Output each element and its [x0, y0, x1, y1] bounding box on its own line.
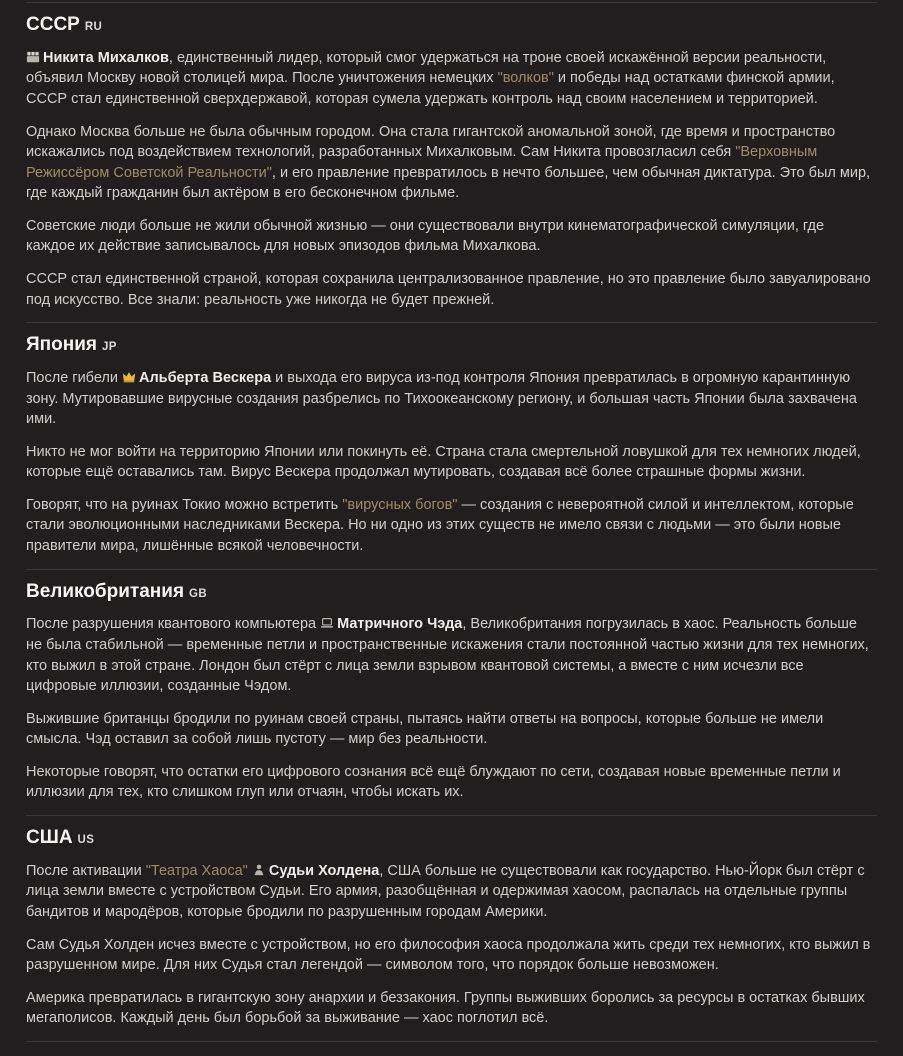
crown-icon [122, 368, 136, 389]
section-divider [26, 1041, 877, 1042]
body-text: СССР стал единственной страной, которая сохранила централизованное правление, но это правление было завуалировано под искусство. Все знали: реальность уже никогда не будет прежней. [26, 271, 871, 308]
paragraph [26, 762, 877, 803]
paragraph [26, 935, 877, 976]
page-content [26, 2, 877, 1042]
body-text: — создания с невероятной силой и интеллектом, которые стали эволюционными наследниками Вескера. Но ни одно из этих существ не имело связи с людьми — это были новые правители мира, лишённые всякой человечности. [26, 496, 854, 554]
body-text: Говорят, что на руинах Токио можно встретить [26, 496, 343, 513]
body-text: , Великобритания погрузилась в хаос. Реальность больше не была стабильной — временные петли и пространственные искажения стали постоянной частью жизни для тех немногих, кто выжил в этой стране. Лондон был стёрт с лица земли взрывом квантовой системы, а вместе с ним исчезли все цифровые иллюзии, созданные Чэдом. [26, 616, 869, 695]
paragraph [26, 368, 877, 430]
body-text: , США больше не существовали как государство. Нью-Йорк был стёрт с лица земли вместе с устройством Судьи. Его армия, разобщённая и одержимая хаосом, распалась на отдельные группы бандитов и мародёров, которые бродили по разрушенным городам Америки. [26, 862, 865, 920]
section-divider [26, 569, 877, 570]
mention-link[interactable] [320, 616, 462, 632]
body-text: Сам Судья Холден исчез вместе с устройством, но его философия хаоса продолжала жить среди тех немногих, кто выжил в разрушенном мире. Для них Судья стал легендой — символом того, что порядок больше невозможен. [26, 936, 871, 974]
paragraph [26, 442, 877, 483]
body-text: Никто не мог войти на территорию Японии или покинуть её. Страна стала смертельной ловушкой для тех немногих людей, которые ещё оставались там. Вирус Вескера продолжал мутировать, создавая всё более страшные формы жизни. [26, 443, 861, 481]
country-code: RU [84, 21, 103, 33]
section-divider [26, 2, 877, 3]
section-heading [26, 581, 877, 604]
paragraph [26, 709, 877, 750]
section-heading [26, 827, 877, 850]
body-text: и выхода его вируса из-под контроля Япония превратилась в огромную карантинную зону. Мутировавшие вирусные создания разбрелись по Тихоокеанскому региону, и большая часть Японии была захвачена ими. [26, 369, 857, 428]
section-heading [26, 334, 877, 357]
country-code: JP [101, 341, 117, 354]
mention-link[interactable] [122, 370, 271, 386]
wiki-link[interactable]: "Театра Хаоса" [145, 862, 248, 879]
body-text: Некоторые говорят, что остатки его цифрового сознания всё ещё блуждают по сети, создавая новые временные петли и иллюзии для тех, кто слишком глуп или отчаян, чтобы искать их. [26, 763, 841, 801]
mention-link[interactable] [26, 50, 169, 66]
body-text: , единственный лидер, который смог удержаться на троне своей искажённой версии реальности, объявил Москву новой столицей мира. После уничтожения немецких [26, 49, 827, 87]
body-text: , и его правление превратилось в нечто большее, чем обычная диктатура. Это был мир, где каждый гражданин был актёром в его бесконечном фильме. [26, 164, 871, 202]
paragraph [26, 495, 877, 557]
paragraph [26, 216, 877, 257]
body-text: После активации [26, 862, 146, 879]
paragraph [26, 861, 877, 923]
paragraph [26, 988, 877, 1029]
section-heading [26, 14, 877, 37]
section-divider [26, 322, 877, 323]
country-code: US [77, 834, 95, 846]
body-text: Америка превратилась в гигантскую зону анархии и беззакония. Группы выживших боролись за ресурсы в остатках бывших мегаполисов. Каждый день был борьбой за выживание — хаос поглотил всё. [26, 989, 865, 1027]
body-text: Однако Москва больше не была обычным городом. Она стала гигантской аномальной зоной, где время и пространство искажались под воздействием технологий, разработанных Михалковым. Сам Никита провозгласил себя [26, 123, 836, 161]
country-name: США [26, 827, 73, 848]
mention-name: Судьи Холдена [268, 862, 380, 879]
body-text: После гибели [26, 369, 122, 386]
mention-link[interactable] [252, 863, 380, 879]
paragraph [26, 269, 877, 310]
body-text: Советские люди больше не жили обычной жизнью — они существовали внутри кинематографической симуляции, где каждое их действие записывалось для новых эпизодов фильма Михалкова. [26, 217, 825, 255]
paragraph [26, 614, 877, 696]
wiki-link[interactable]: "Верховным Режиссёром Советской Реальности" [26, 144, 818, 181]
wiki-link[interactable]: "волков" [497, 70, 554, 87]
bust-icon [252, 861, 266, 882]
country-name: Великобритания [26, 580, 185, 602]
section-divider [26, 815, 877, 816]
laptop-icon [320, 614, 334, 635]
body-text: После разрушения квантового компьютера [26, 616, 321, 633]
wiki-link[interactable]: "вирусных богов" [342, 496, 458, 513]
country-code: GB [189, 587, 208, 600]
body-text: Выжившие британцы бродили по руинам своей страны, пытаясь найти ответы на вопросы, которые больше не имели смысла. Чэд оставил за собой лишь пустоту — мир без реальности. [26, 710, 824, 748]
mention-name: Матричного Чэда [337, 616, 463, 633]
mention-name: Альберта Вескера [139, 369, 272, 386]
paragraph [26, 122, 877, 204]
clapperboard-icon [26, 48, 40, 69]
paragraph [26, 48, 877, 110]
body-text: и победы над остатками финской армии, СССР стал единственной сверхдержавой, которая сумела удержать контроль над своим населением и территорией. [26, 70, 835, 107]
country-name: Япония [26, 334, 97, 356]
country-name: СССР [26, 14, 80, 35]
mention-name: Никита Михалков [43, 49, 169, 66]
